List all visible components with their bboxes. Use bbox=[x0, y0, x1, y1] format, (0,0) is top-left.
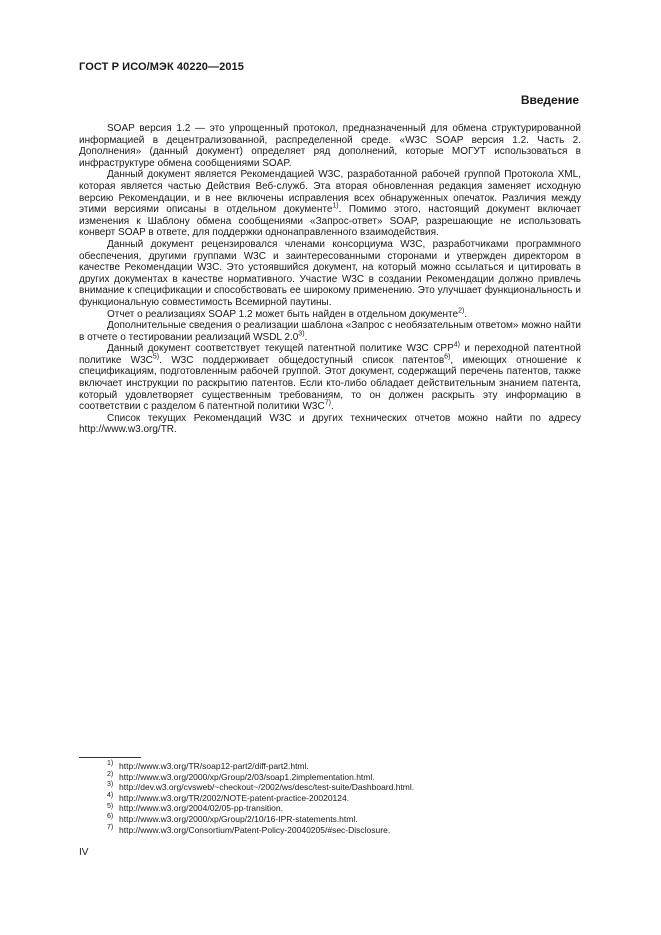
footnote-ref-5[interactable]: 5) bbox=[152, 353, 160, 361]
footnote-link[interactable]: http://www.w3.org/Consortium/Patent-Policy-20040205/#sec-Disclosure. bbox=[119, 824, 391, 835]
footnote-link[interactable]: http://www.w3.org/TR/2002/NOTE-patent-practice-20020124. bbox=[119, 792, 350, 803]
paragraph-5-text: Дополнительные сведения о реализации шаблона «Запрос с необязательным ответом» можно найти в отчете о тестировании реализаций WSDL 2.0 bbox=[79, 320, 581, 343]
section-title: Введение bbox=[520, 93, 579, 107]
paragraph-5 bbox=[79, 320, 581, 343]
footnote-link[interactable]: http://www.w3.org/2000/xp/Group/2/10/16-IPR-statements.html. bbox=[119, 813, 358, 824]
paragraph-7: Список текущих Рекомендаций W3C и других технических отчетов можно найти по адресу http://www.w3.org/TR. bbox=[79, 412, 581, 436]
paragraph-5-end: . bbox=[304, 331, 308, 343]
footnote-link[interactable]: http://www.w3.org/TR/soap12-part2/diff-part2.html. bbox=[119, 761, 309, 771]
footnote-item: $^{4)}$ http://www.w3.org/TR/2002/NOTE-patent-practice-20020124. bbox=[107, 791, 350, 803]
footnote-link[interactable]: http://www.w3.org/2004/02/05-pp-transition. bbox=[119, 803, 283, 814]
paragraph-4 bbox=[79, 309, 581, 321]
footnote-ref-6[interactable]: 6) bbox=[444, 353, 451, 361]
footnote-item: $^{3)}$ http://dev.w3.org/cvsweb/~checkout~/2002/ws/desc/test-suite/Dashboard.html. bbox=[107, 781, 415, 793]
paragraph-1: SOAP версия 1.2 — это упрощенный протокол, предназначенный для обмена структурированной информацией в децентрализованной, распределенной среде. «W3C SOAP версия 1.2. Часть 2. Дополнения» (данный документ) определяет ряд дополнений, которые МОГУТ использоваться в инфраструктуре обмена сообщениями SOAP. bbox=[79, 123, 581, 169]
paragraph-2-text: Данный документ является Рекомендацией W3C, разработанной рабочей группой Протокола XML, которая является частью Действия Веб-служб. Эта вторая обновленная редакция заменяет исходную версию Рекомендации, и в нее включены исправления всех обнаруженных опечаток. Различия между этими версиями описаны в отдельном документе bbox=[79, 169, 581, 216]
paragraph-4-end: . bbox=[464, 308, 468, 320]
footnote-item: $^{7)}$ http://www.w3.org/Consortium/Patent-Policy-20040205/#sec-Disclosure. bbox=[107, 823, 391, 835]
document-header: ГОСТ Р ИСО/МЭК 40220—2015 bbox=[79, 61, 244, 73]
footnote-item: $^{6)}$ http://www.w3.org/2000/xp/Group/2/10/16-IPR-statements.html. bbox=[107, 813, 358, 824]
footnote-item: $^{5)}$ http://www.w3.org/2004/02/05-pp-transition. bbox=[107, 802, 283, 814]
paragraph-2-tail: . Помимо этого, настоящий документ включает изменения к Шаблону обмена сообщениями «Запрос-ответ» SOAP, разрешающие не использовать конверт SOAP в ответе, для поддержки однонаправленного взаимодействия. bbox=[79, 204, 581, 239]
paragraph-6-c: . W3C поддерживает общедоступный список патентов bbox=[159, 354, 445, 366]
footnote-item: $^{2)}$ http://www.w3.org/2000/xp/Group/2/03/soap1.2implementation.html. bbox=[107, 770, 375, 782]
footnote-link[interactable]: http://dev.w3.org/cvsweb/~checkout~/2002/ws/desc/test-suite/Dashboard.html. bbox=[119, 782, 415, 793]
paragraph-6-end: . bbox=[330, 401, 334, 413]
footnote-ref-7[interactable]: 7) bbox=[324, 399, 331, 407]
footnotes-list bbox=[79, 761, 581, 835]
paragraph-6-d: , имеющих отношение к спецификациям, подготовленным рабочей группой. Этот документ, содержащий перечень патентов, также включает инструкции по раскрытию патентов. Если кто-либо обладает действительным знанием патента, который удовлетворяет существенным требованиям, то он должен раскрыть эту информацию в соответствии с разделом 6 патентной политики W3C bbox=[79, 354, 581, 413]
paragraph-2 bbox=[79, 169, 581, 239]
paragraph-4-text: Отчет о реализациях SOAP 1.2 может быть найден в отдельном документе bbox=[107, 308, 459, 320]
paragraph-6-b: и переходной патентной политике W3C bbox=[79, 343, 582, 366]
paragraph-6 bbox=[79, 343, 581, 413]
footnote-ref-3[interactable]: 3) bbox=[298, 330, 305, 338]
footnote-ref-2[interactable]: 2) bbox=[458, 307, 465, 315]
body-text bbox=[79, 123, 581, 436]
footnote-item: $^{1)}$ http://www.w3.org/TR/soap12-part2/diff-part2.html. bbox=[107, 760, 309, 771]
paragraph-3: Данный документ рецензировался членами консорциума W3C, разработчиками программного обеспечения, другими группами W3C и заинтересованными сторонами и утвержден директором в качестве Рекомендации W3C. Это устоявшийся документ, на который можно ссылаться и цитировать в других документах в качестве нормативного. Участие W3C в создании Рекомендации должно привлечь внимание к спецификации и способствовать ее широкому применению. Это улучшает функциональность и функциональную совместимость Всемирной паутины. bbox=[79, 238, 581, 308]
paragraph-6-a: Данный документ соответствует текущей патентной политике W3C CPP bbox=[107, 343, 454, 355]
footnote-divider bbox=[79, 757, 141, 758]
page-number: IV bbox=[79, 847, 89, 858]
footnote-ref-4[interactable]: 4) bbox=[453, 341, 460, 349]
footnote-link[interactable]: http://www.w3.org/2000/xp/Group/2/03/soap1.2implementation.html. bbox=[119, 771, 375, 782]
footnote-ref-1[interactable]: 1) bbox=[332, 202, 339, 210]
